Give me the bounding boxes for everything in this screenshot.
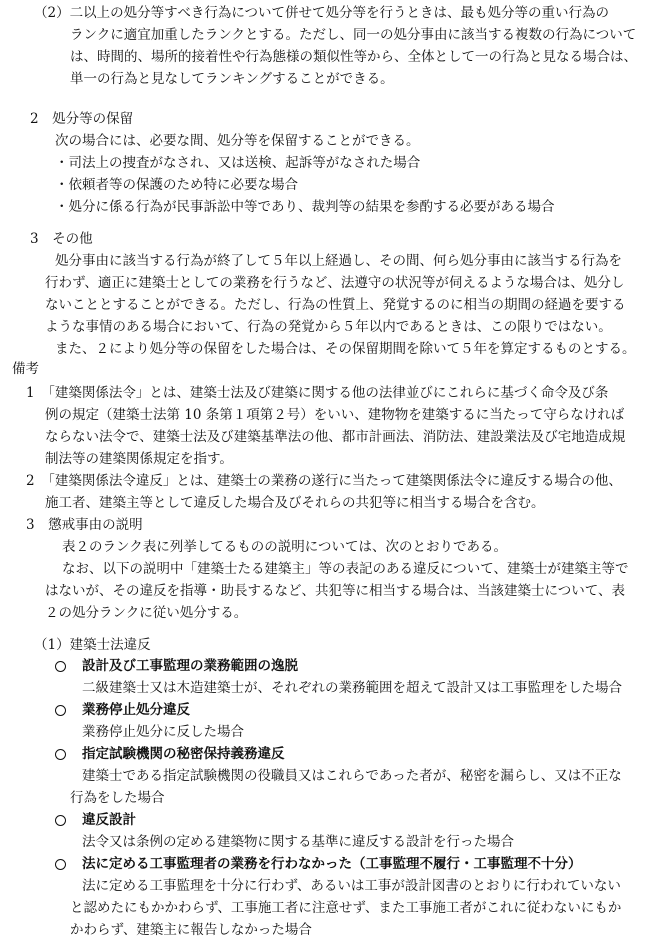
section-2-heading: 2 処分等の保留 <box>30 111 134 127</box>
violation-title: 指定試験機関の秘密保持義務違反 <box>82 746 285 762</box>
remarks-heading: 備考 <box>12 361 39 377</box>
section-3-heading: 3 その他 <box>30 231 93 247</box>
remarks-item-3-line: 表２のランク表に列挙してるものの説明については、次のとおりである。 <box>62 539 507 555</box>
section-2-intro: 次の場合には、必要な間、処分等を保留することができる。 <box>55 133 420 149</box>
violation-title: 違反設計 <box>82 812 136 828</box>
remarks-item-3-line: ２の処分ランクに従い処分する。 <box>45 605 248 621</box>
paragraph-1-2-line: 単一の行為と見なしてランキングすることができる。 <box>70 71 394 87</box>
section-3-line: また、２により処分等の保留をした場合は、その保留期間を除いて５年を算定するものとする。 <box>55 341 636 357</box>
section-2-bullet: ・処分に係る行為が民事訴訟中等であり、裁判等の結果を参酌する必要がある場合 <box>55 199 555 215</box>
section-3-line: ないこととすることができる。ただし、行為の性質上、発覚するのに相当の期間の経過を要する <box>45 297 626 313</box>
remarks-item-1-line: 1 「建築関係法令」とは、建築士法及び建築に関する他の法律並びにこれらに基づく命令及び条 <box>26 385 609 401</box>
violation-description: 法令又は条例の定める建築物に関する基準に違反する設計を行った場合 <box>82 834 514 850</box>
violation-description: と認めたにもかかわらず、工事施工者に注意せず、また工事施工者がこれに従わないにもか <box>70 900 622 916</box>
circle-bullet-icon <box>55 859 66 870</box>
remarks-item-3-line: なお、以下の説明中「建築士たる建築主」等の表記のある違反について、建築士が建築主等で <box>62 561 629 577</box>
violation-title: 設計及び工事監理の業務範囲の逸脱 <box>82 658 298 674</box>
circle-bullet-icon <box>55 661 66 672</box>
paragraph-1-2-line: ランクに適宜加重したランクとする。ただし、同一の処分事由に該当する複数の行為について <box>70 27 637 43</box>
paragraph-1-2-line: （2）二以上の処分等すべき行為について併せて処分等を行うときは、最も処分等の重い行為の <box>34 5 610 21</box>
remarks-item-1-line: 制法等の建築関係規定を指す。 <box>45 451 233 467</box>
violation-description: 建築士である指定試験機関の役職員又はこれらであった者が、秘密を漏らし、又は不正な <box>82 768 622 784</box>
violation-description: 二級建築士又は木造建築士が、それぞれの業務範囲を超えて設計又は工事監理をした場合 <box>82 680 622 696</box>
remarks-item-3-line: はないが、その違反を指導・助長するなど、共犯等に相当する場合は、当該建築士について、表 <box>45 583 625 599</box>
paragraph-1-2-line: は、時間的、場所的接着性や行為態様の類似性等から、全体として一の行為と見なる場合は、 <box>70 49 637 65</box>
section-3-line: ような事情のある場合において、行為の発覚から５年以内であるときは、この限りではない。 <box>45 319 612 335</box>
subsection-1-heading: （1）建築士法違反 <box>34 637 151 653</box>
remarks-item-1-line: ならない法令で、建築士法及び建築基準法の他、都市計画法、消防法、建設業法及び宅地造成規 <box>45 429 626 445</box>
remarks-item-3-heading: 3 懲戒事由の説明 <box>26 517 143 533</box>
section-3-line: 処分事由に該当する行為が終了して５年以上経過し、その間、何ら処分事由に該当する行為を <box>55 253 622 269</box>
violation-title: 法に定める工事監理者の業務を行わなかった（工事監理不履行・工事監理不十分） <box>82 856 582 872</box>
violation-description: かわらず、建築主に報告しなかった場合 <box>70 922 312 938</box>
violation-description: 業務停止処分に反した場合 <box>82 724 244 740</box>
section-2-bullet: ・依頼者等の保護のため特に必要な場合 <box>55 177 298 193</box>
violation-description: 行為をした場合 <box>70 790 165 806</box>
remarks-item-2-line: 施工者、建築主等として違反した場合及びそれらの共犯等に相当する場合を含む。 <box>45 495 545 511</box>
remarks-item-2-line: 2 「建築関係法令違反」とは、建築士の業務の遂行に当たって建築関係法令に違反する場合の他、 <box>26 473 622 489</box>
circle-bullet-icon <box>55 815 66 826</box>
section-2-bullet: ・司法上の捜査がなされ、又は送検、起訴等がなされた場合 <box>55 155 421 171</box>
violation-description: 法に定める工事監理を十分に行わず、あるいは工事が設計図書のとおりに行われていない <box>82 878 621 894</box>
remarks-item-1-line: 例の規定（建築士法第 10 条第１項第２号）をいい、建物物を建築するに当たって守らなければ <box>45 407 625 423</box>
circle-bullet-icon <box>55 705 66 716</box>
circle-bullet-icon <box>55 749 66 760</box>
section-3-line: 行わず、適正に建築士としての業務を行うなど、法遵守の状況等が伺えるような場合は、処分し <box>45 275 625 291</box>
violation-title: 業務停止処分違反 <box>82 702 190 718</box>
